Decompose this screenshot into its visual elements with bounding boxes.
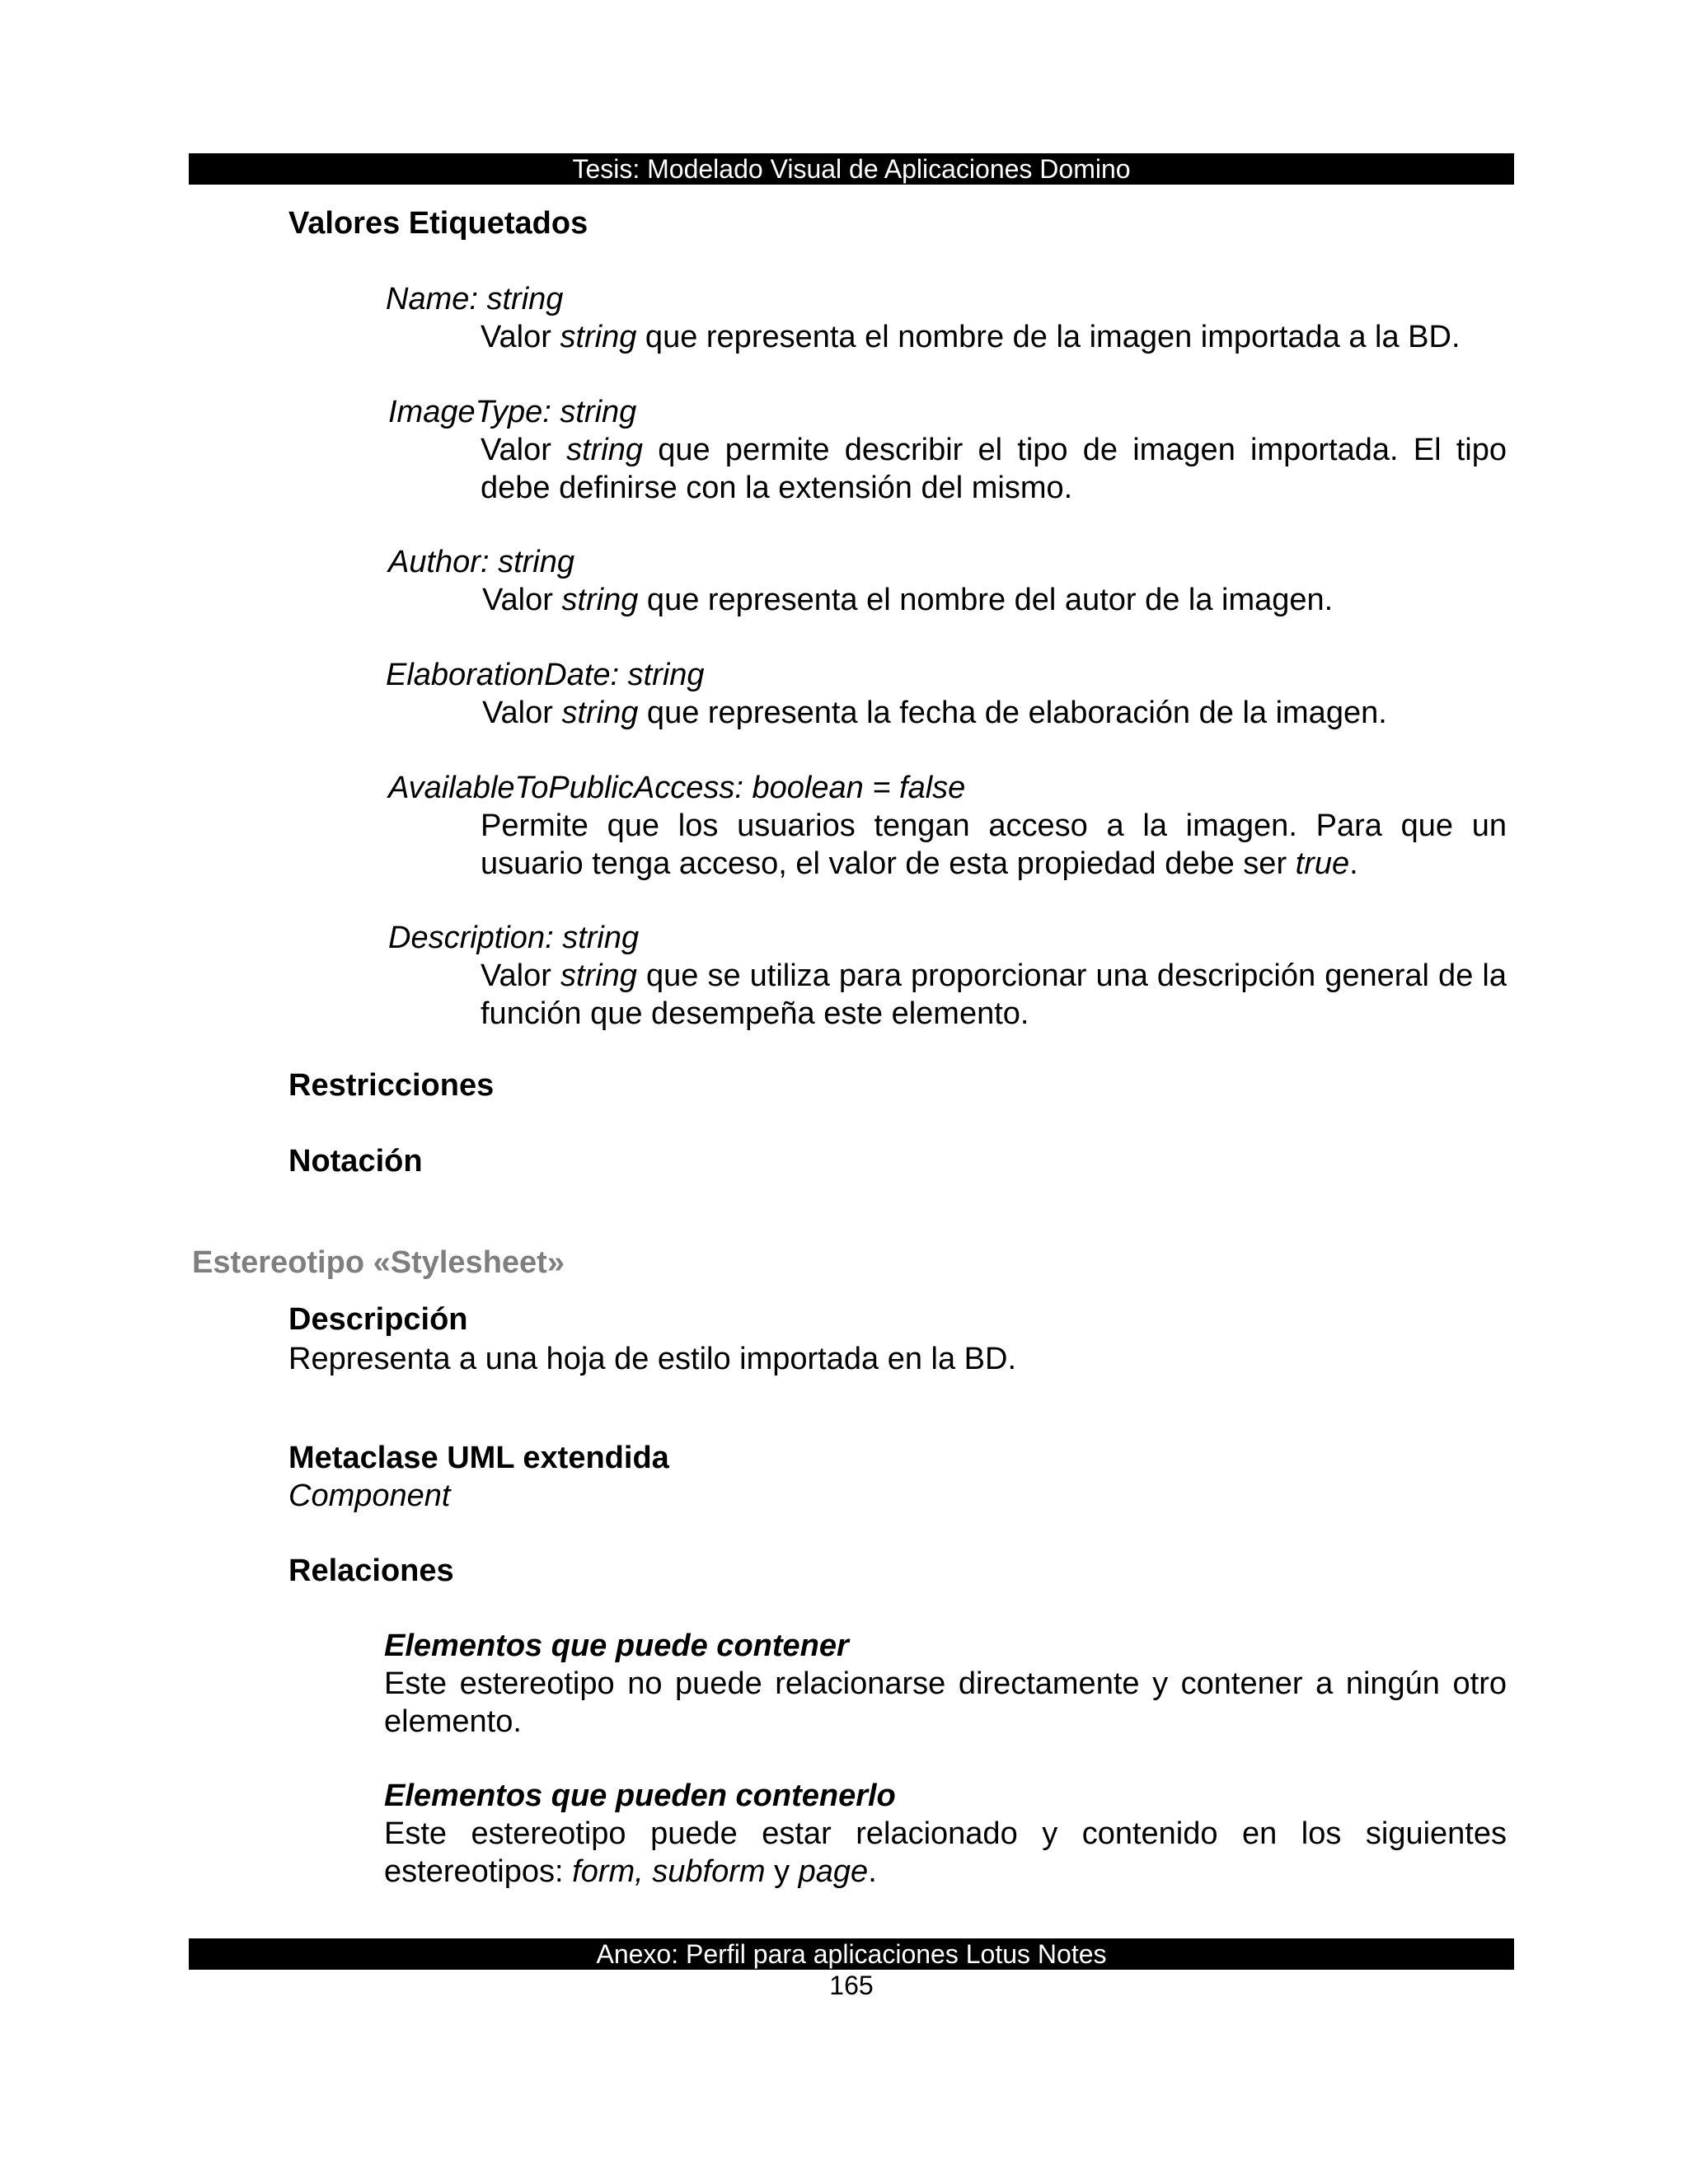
tagged-value-signature: Name: string [386, 282, 564, 316]
relations-heading: Relaciones [288, 1554, 454, 1588]
notation-heading: Notación [288, 1144, 423, 1179]
restrictions-heading: Restricciones [288, 1068, 495, 1103]
tagged-value-signature: ElaborationDate: string [386, 658, 705, 692]
tagged-value-description: Valor string que representa la fecha de elaboración de la imagen. [482, 696, 1387, 730]
tagged-value-description: Valor string que permite describir el tipo de imagen importada. El tipo debe definirse con la extensión del mismo. [481, 433, 1507, 505]
contained-by-heading: Elementos que pueden contenerlo [384, 1779, 896, 1813]
tagged-value-description: Valor string que se utiliza para proporcionar una descripción general de la función que desempeña este elemento. [481, 958, 1507, 1031]
can-contain-text: Este estereotipo no puede relacionarse directamente y contener a ningún otro elemento. [384, 1666, 1507, 1739]
stereotype-title: Estereotipo «Stylesheet» [192, 1245, 565, 1280]
metaclass-value: Component [288, 1479, 451, 1513]
tagged-value-description: Permite que los usuarios tengan acceso a la imagen. Para que un usuario tenga acceso, el valor de esta propiedad debe ser true. [481, 808, 1507, 881]
tagged-value-signature: AvailableToPublicAccess: boolean = false [388, 771, 966, 805]
contained-by-text: Este estereotipo puede estar relacionado y contenido en los siguientes estereotipos: form, subform y page. [384, 1816, 1507, 1889]
tagged-value-description: Valor string que representa el nombre del autor de la imagen. [482, 583, 1334, 617]
tagged-value-description: Valor string que representa el nombre de la imagen importada a la BD. [481, 320, 1461, 354]
page-header: Tesis: Modelado Visual de Aplicaciones Domino [189, 153, 1514, 185]
tagged-values-heading: Valores Etiquetados [288, 206, 588, 241]
page-number: 165 [829, 1971, 874, 2000]
can-contain-heading: Elementos que puede contener [384, 1629, 849, 1663]
description-text: Representa a una hoja de estilo importada en la BD. [288, 1342, 1016, 1376]
description-heading: Descripción [288, 1302, 468, 1337]
tagged-value-signature: ImageType: string [388, 395, 637, 429]
tagged-value-signature: Description: string [388, 921, 640, 955]
tagged-value-signature: Author: string [388, 545, 574, 579]
metaclass-heading: Metaclase UML extendida [288, 1441, 669, 1475]
page-footer: Anexo: Perfil para aplicaciones Lotus Notes [189, 1938, 1514, 1970]
